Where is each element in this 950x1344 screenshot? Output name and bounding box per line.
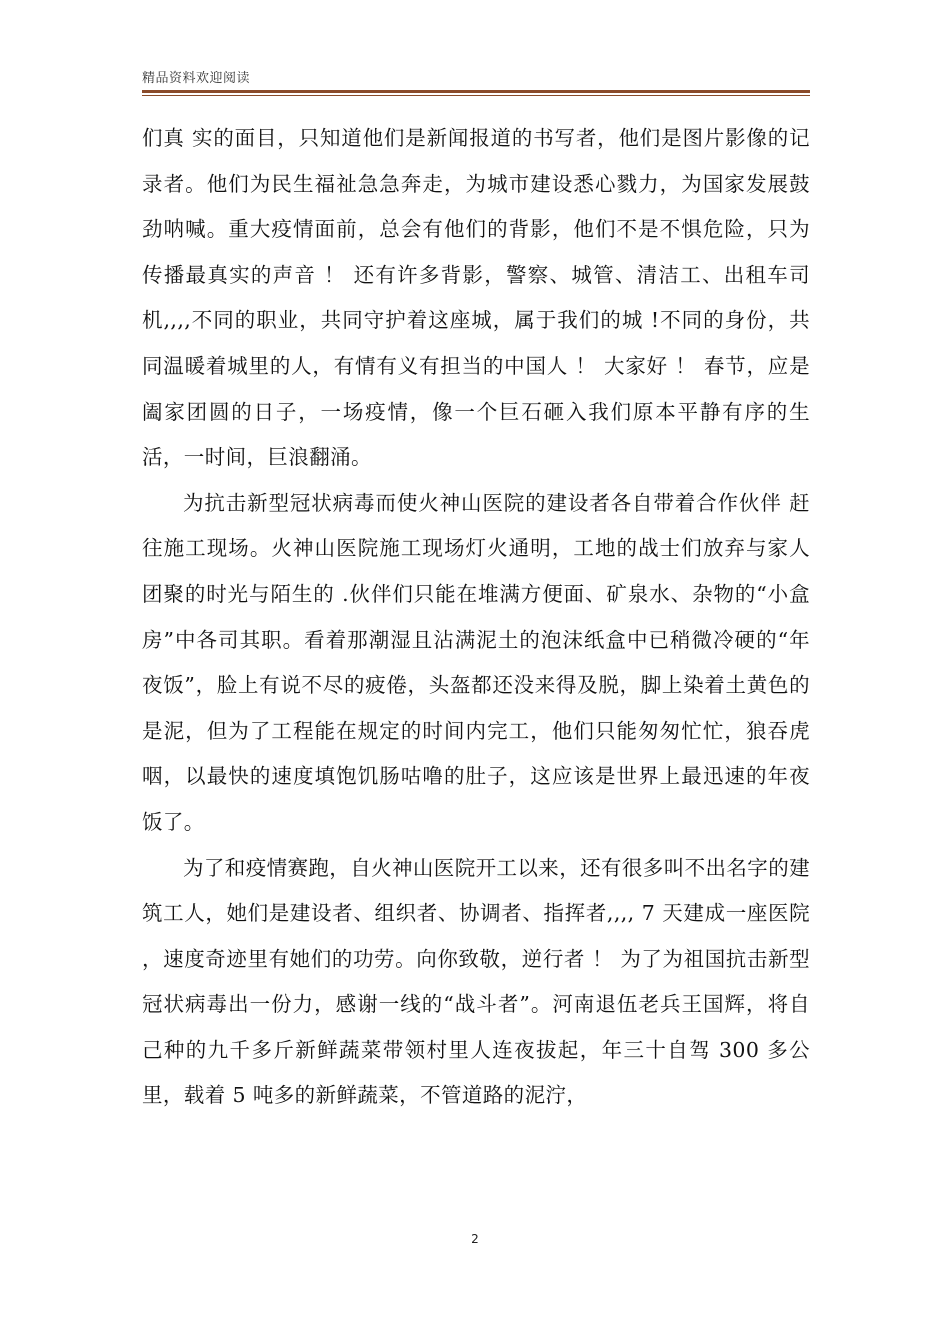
paragraph-1: 们真 实的面目，只知道他们是新闻报道的书写者，他们是图片影像的记录者。他们为民生福祉急急奔走，为城市建设悉心戮力，为国家发展鼓劲呐喊。重大疫情面前，总会有他们的背影，他们不是不惧危险，只为传播最真实的声音 ！ 还有许多背影，警察、城管、清洁工、出租车司机,,,,不同的职业，共同守护着这座城，属于我们的城 !不同的身份，共同温暖着城里的人，有情有义有担当的中国人 ！ 大家好 ！ 春节，应是阖家团圆的日子，一场疫情，像一个巨石砸入我们原本平静有序的生活，一时间，巨浪翻涌。	[142, 126, 810, 470]
header-rule-thick	[142, 90, 810, 93]
paragraph-3: 为了和疫情赛跑，自火神山医院开工以来，还有很多叫不出名字的建筑工人，她们是建设者、组织者、协调者、指挥者,,,, 7 天建成一座医院 ，速度奇迹里有她们的功劳。向你致敬，逆行者 ！ 为了为祖国抗击新型冠状病毒出一份力，感谢一线的“战斗者”。河南退伍老兵王国辉，将自己种的九千多斤新鲜蔬菜带领村里人连夜拔起，年三十自驾 300 多公里，载着 5 吨多的新鲜蔬菜，不管道路的泥泞，	[142, 855, 810, 1108]
page-number: 2	[471, 1232, 479, 1246]
header-rule-thin	[142, 95, 810, 96]
page-header	[142, 70, 810, 96]
header-text: 精品资料欢迎阅读	[142, 71, 251, 86]
document-body	[142, 116, 810, 1119]
paragraph-2: 为抗击新型冠状病毒而使火神山医院的建设者各自带着合作伙伴 赶往施工现场。火神山医院施工现场灯火通明，工地的战士们放弃与家人团聚的时光与陌生的 .伙伴们只能在堆满方便面、矿泉水、杂物的“小盒房”中各司其职。看着那潮湿且沾满泥土的泡沫纸盒中已稍微冷硬的“年夜饭”，脸上有说不尽的疲倦，头盔都还没来得及脱，脚上染着土黄色的是泥，但为了工程能在规定的时间内完工，他们只能匆匆忙忙，狼吞虎咽，以最快的速度填饱饥肠咕噜的肚子，这应该是世界上最迅速的年夜饭了。	[142, 490, 810, 834]
